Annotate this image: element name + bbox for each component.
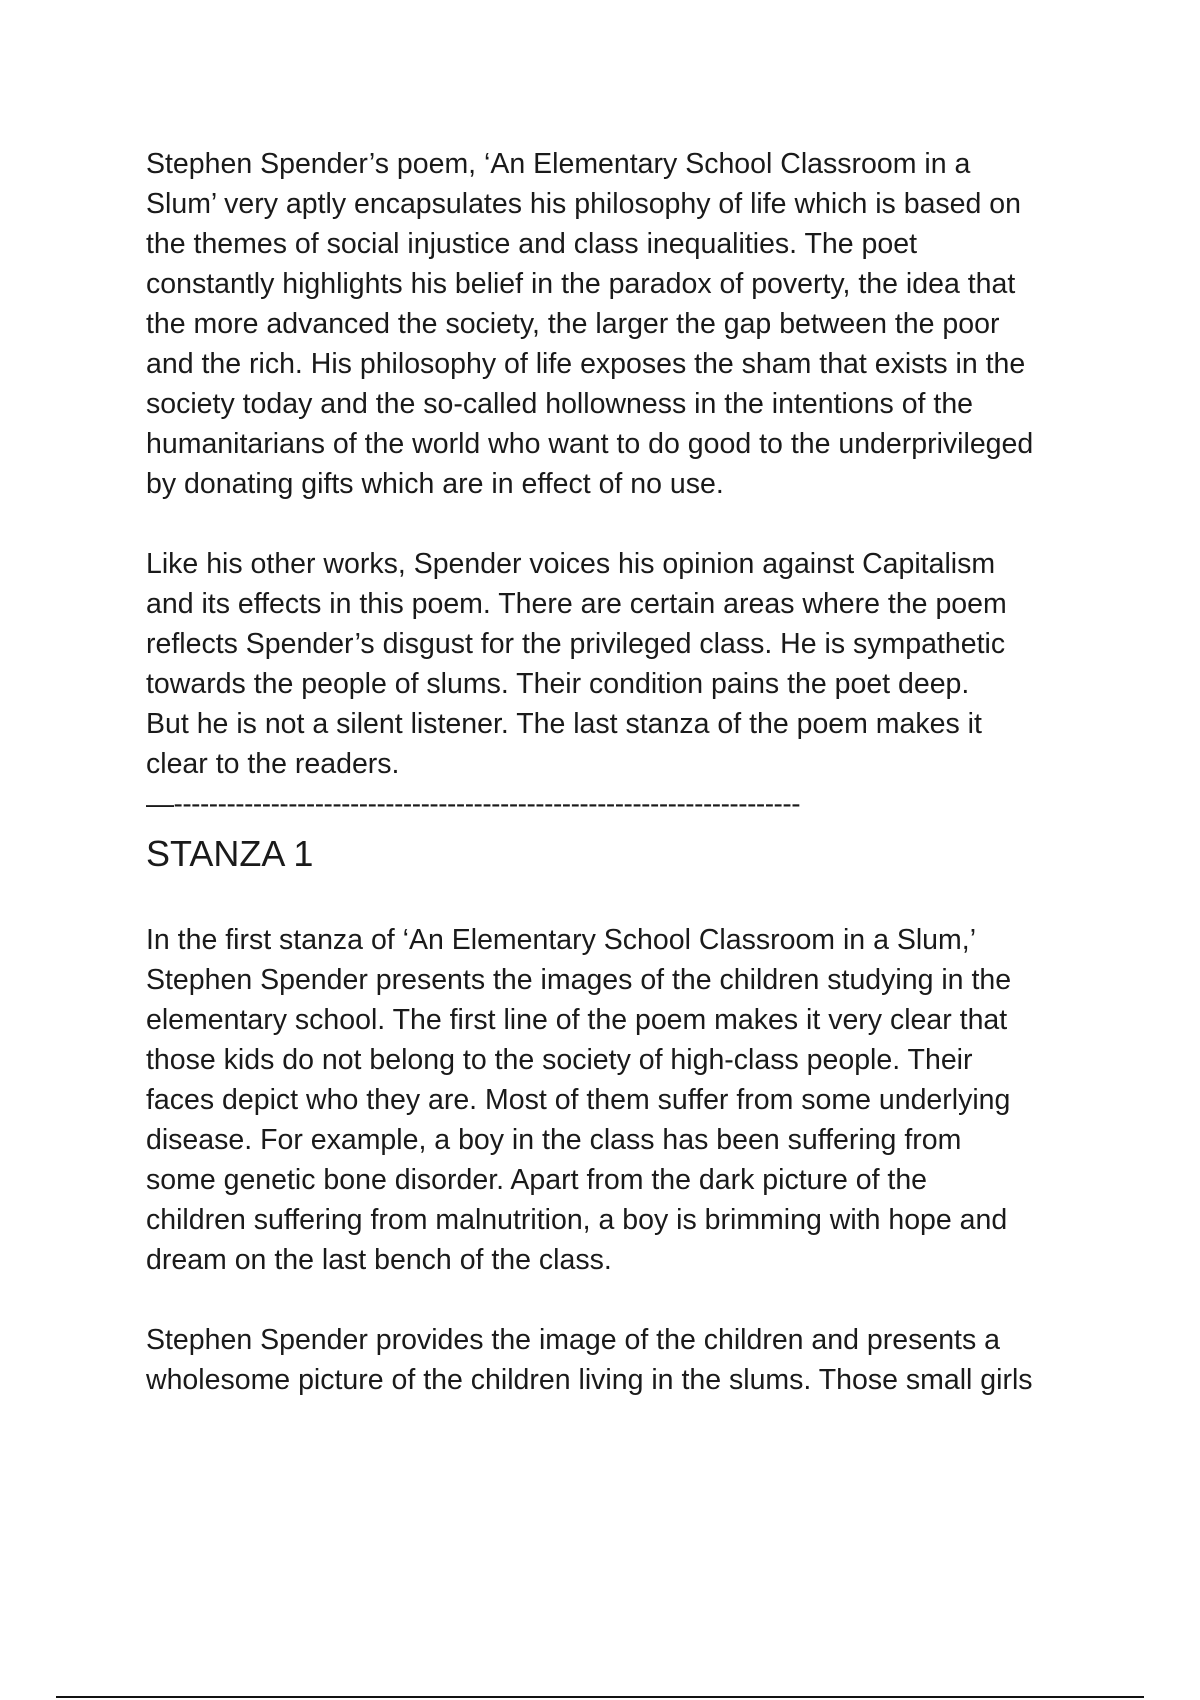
section-divider: —----------------------------------------------------------------------- [146, 788, 801, 819]
document-body [146, 144, 1096, 1400]
stanza-1-paragraph-1: In the first stanza of ‘An Elementary School Classroom in a Slum,’ Stephen Spender presents the images of the children studying in the elementary school. The first line of the poem makes it very clear that those kids do not belong to the society of high-class people. Their faces depict who they are. Most of them suffer from some underlying disease. For example, a boy in the class has been suffering from some genetic bone disorder. Apart from the dark picture of the children suffering from malnutrition, a boy is brimming with hope and dream on the last bench of the class. [146, 924, 1012, 1276]
page-bottom-rule [56, 1696, 1144, 1698]
stanza-1-paragraph-2: Stephen Spender provides the image of the children and presents a wholesome picture of the children living in the slums. Those small girls [146, 1324, 1033, 1396]
intro-paragraph-2: Like his other works, Spender voices his opinion against Capitalism and its effects in this poem. There are certain areas where the poem reflects Spender’s disgust for the privileged class. He is sympathetic towards the people of slums. Their condition pains the poet deep. But he is not a silent listener. The last stanza of the poem makes it clear to the readers. [146, 548, 1007, 780]
intro-paragraph-1: Stephen Spender’s poem, ‘An Elementary School Classroom in a Slum’ very aptly encapsulates his philosophy of life which is based on the themes of social injustice and class inequalities. The poet constantly highlights his belief in the paradox of poverty, the idea that the more advanced the society, the larger the gap between the poor and the rich. His philosophy of life exposes the sham that exists in the society today and the so-called hollowness in the intentions of the humanitarians of the world who want to do good to the underprivileged by donating gifts which are in effect of no use. [146, 148, 1034, 500]
stanza-1-heading: STANZA 1 [146, 833, 314, 874]
